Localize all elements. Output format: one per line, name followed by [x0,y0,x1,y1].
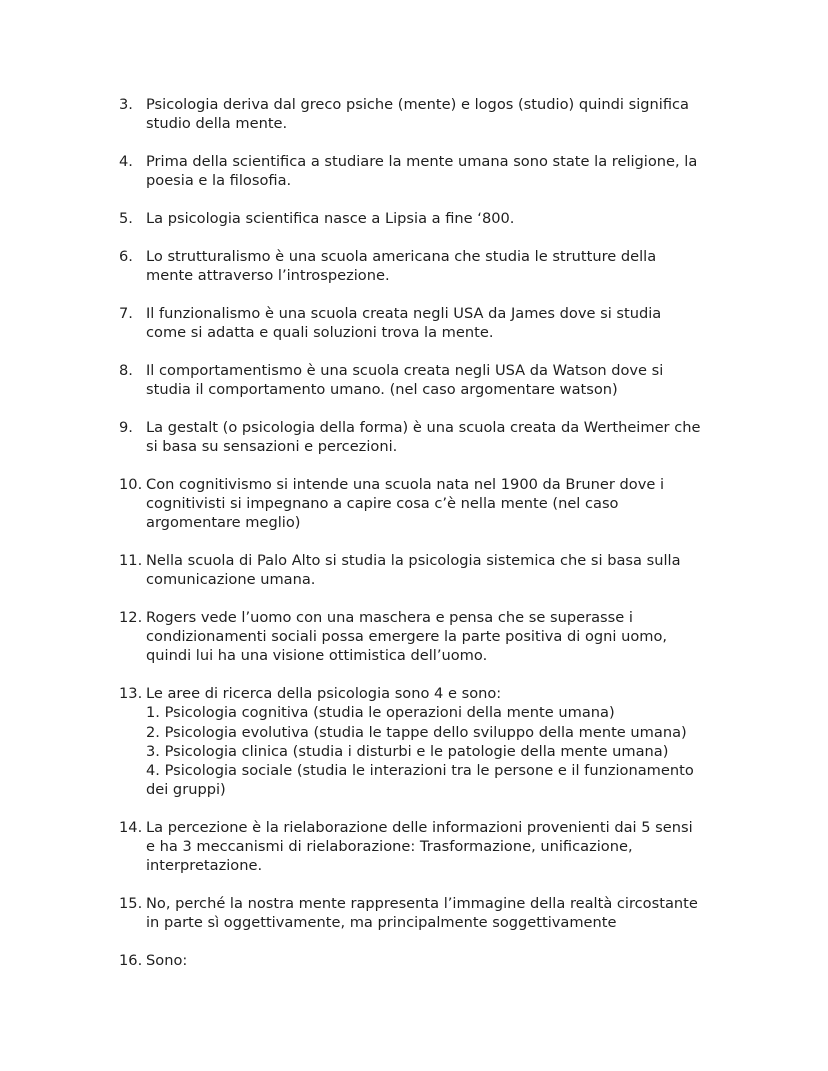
list-item [119,304,739,342]
item-number: 7. [119,304,133,322]
item-text: Il comportamentismo è una scuola creata negli USA da Watson dove si studia il comportamento umano. (nel caso argomentare watson) [146,361,664,398]
list-item [119,684,739,799]
item-number: 15. [119,895,143,913]
item-text: La percezione è la rielaborazione delle informazioni provenienti dai 5 sensi e ha 3 meccanismi di rielaborazione: Trasformazione, unificazione, interpretazione. [146,819,693,875]
item-number: 16. [119,952,143,970]
item-text: No, perché la nostra mente rappresenta l’immagine della realtà circostante in parte sì oggettivamente, ma principalmente soggettivamente [146,895,698,932]
list-item [119,951,739,970]
item-number: 6. [119,247,133,265]
list-item [119,475,739,533]
list-item [119,418,739,456]
item-text: Il funzionalismo è una scuola creata negli USA da James dove si studia come si adatta e quali soluzioni trova la mente. [146,304,662,341]
list-item [119,152,739,190]
list-item [119,95,739,133]
list-item [119,894,739,932]
list-item [119,551,739,589]
list-item [119,608,739,666]
item-number: 3. [119,96,133,113]
item-number: 4. [119,153,133,170]
item-number: 9. [119,418,133,436]
item-text: Lo strutturalismo è una scuola americana che studia le strutture della mente attraverso l’introspezione. [146,247,657,284]
item-number: 14. [119,819,143,837]
item-text: Sono: [146,952,188,970]
item-text: La psicologia scientifica nasce a Lipsia a fine ‘800. [146,210,515,227]
item-number: 10. [119,475,143,493]
answer-list [119,95,739,989]
item-text: La gestalt (o psicologia della forma) è una scuola creata da Wertheimer che si basa su sensazioni e percezioni. [146,418,701,455]
item-text: Nella scuola di Palo Alto si studia la psicologia sistemica che si basa sulla comunicazione umana. [146,552,681,589]
list-item [119,818,739,876]
list-item [119,209,739,228]
item-text: Con cognitivismo si intende una scuola nata nel 1900 da Bruner dove i cognitivisti si impegnano a capire cosa c’è nella mente (nel caso argomentare meglio) [146,475,665,532]
item-number: 8. [119,361,133,379]
item-text: Prima della scientifica a studiare la mente umana sono state la religione, la poesia e la filosofia. [146,153,698,190]
list-item [119,361,739,399]
item-number: 13. [119,685,143,703]
item-number: 11. [119,552,143,569]
item-text: Rogers vede l’uomo con una maschera e pensa che se superasse i condizionamenti sociali possa emergere la parte positiva di ogni uomo, quindi lui ha una visione ottimistica dell’uomo. [146,609,668,665]
list-item [119,247,739,285]
item-number: 5. [119,210,133,227]
item-text: Psicologia deriva dal greco psiche (mente) e logos (studio) quindi significa studio della mente. [146,96,689,133]
item-number: 12. [119,609,143,626]
item-text: Le aree di ricerca della psicologia sono 4 e sono: 1. Psicologia cognitiva (studia le operazioni della mente umana) 2. Psicologia evolutiva (studia le tappe dello sviluppo della mente umana) 3. Psicologia clinica (studia i disturbi e le patologie della mente umana) 4. Psicologia sociale (studia le interazioni tra le persone e il funzionamento dei gruppi) [146,685,694,799]
